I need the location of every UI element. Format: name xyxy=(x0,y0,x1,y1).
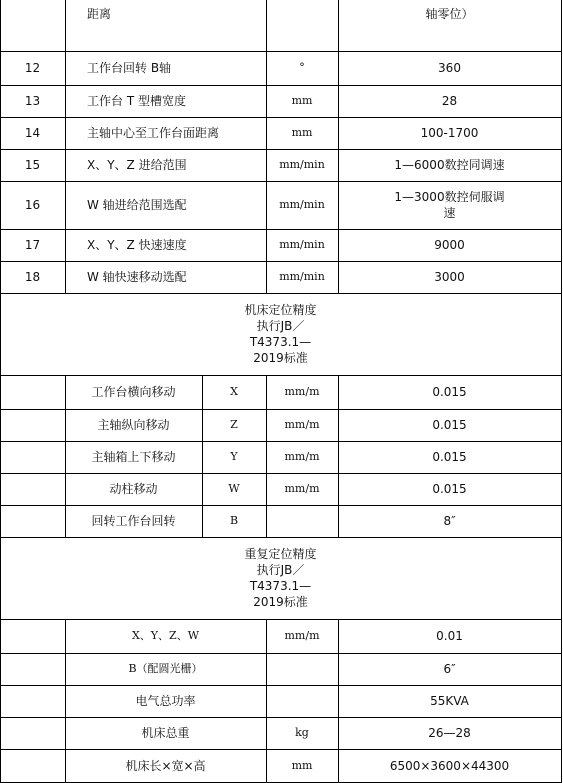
table-rule-v xyxy=(338,51,339,86)
table-rule-v xyxy=(65,0,66,52)
axis-cell: Y xyxy=(230,450,238,463)
repeat-name-cell: 机床长×宽×高 xyxy=(125,758,206,773)
row-number-cell: 17 xyxy=(24,238,41,252)
table-rule-v xyxy=(266,505,267,538)
table-rule-v xyxy=(561,537,562,620)
table-rule-v xyxy=(338,653,339,686)
table-rule-v xyxy=(202,409,203,442)
table-rule-v xyxy=(65,619,66,654)
table-rule-v xyxy=(202,505,203,538)
repeat-name-cell: X、Y、Z、W xyxy=(131,629,200,642)
table-rule-v xyxy=(65,473,66,506)
table-rule-v xyxy=(0,685,1,718)
value-cell: 360 xyxy=(438,61,461,75)
value-cell: 3000 xyxy=(434,270,465,284)
param-name-cell: 主轴中心至工作台面距离 xyxy=(87,126,220,140)
unit-cell: mm/min xyxy=(279,198,325,211)
row-number-cell: 18 xyxy=(24,270,41,284)
table-rule-v xyxy=(338,149,339,182)
table-rule-v xyxy=(338,375,339,410)
header-param-cell: 距离 xyxy=(87,7,112,21)
value-cell: 0.015 xyxy=(432,385,467,399)
table-rule-v xyxy=(338,749,339,783)
value-cell: 6500×3600×44300 xyxy=(389,758,510,773)
unit-cell: mm/m xyxy=(284,418,320,431)
table-rule-v xyxy=(266,653,267,686)
row-number-cell: 15 xyxy=(24,158,41,172)
table-rule-v xyxy=(0,409,1,442)
value-cell: 55KVA xyxy=(430,694,469,708)
table-rule-v xyxy=(266,181,267,230)
table-rule-v xyxy=(266,229,267,262)
table-rule-v xyxy=(266,749,267,783)
unit-cell xyxy=(268,505,336,537)
value-cell: 0.015 xyxy=(432,418,467,432)
value-cell: 0.01 xyxy=(436,629,463,643)
table-rule-v xyxy=(338,619,339,654)
table-rule-v xyxy=(561,85,562,118)
unit-cell: mm xyxy=(291,94,313,107)
table-rule-v xyxy=(338,0,339,52)
table-rule-v xyxy=(338,717,339,750)
table-rule-v xyxy=(202,375,203,410)
table-rule-v xyxy=(65,229,66,262)
table-rule-v xyxy=(561,149,562,182)
table-rule-v xyxy=(0,537,1,620)
param-name-cell: 工作台回转 B轴 xyxy=(87,61,172,75)
value-cell: 26—28 xyxy=(428,726,471,740)
table-rule-v xyxy=(0,749,1,783)
unit-cell xyxy=(268,653,336,685)
table-rule-v xyxy=(266,149,267,182)
table-rule-v xyxy=(65,653,66,686)
unit-cell: mm/min xyxy=(279,158,325,171)
table-rule-v xyxy=(0,441,1,474)
table-rule-v xyxy=(338,505,339,538)
unit-cell: mm/m xyxy=(284,629,320,642)
table-rule-v xyxy=(561,653,562,686)
value-cell: 28 xyxy=(441,94,458,108)
table-rule-v xyxy=(65,749,66,783)
row-number-cell: 14 xyxy=(24,126,41,140)
table-rule-v xyxy=(561,293,562,376)
table-rule-v xyxy=(65,149,66,182)
unit-cell: kg xyxy=(295,726,309,739)
row-number-cell: 12 xyxy=(24,61,41,75)
table-rule-v xyxy=(266,717,267,750)
param-name-cell: X、Y、Z 进给范围 xyxy=(87,158,187,172)
table-rule-v xyxy=(0,181,1,230)
value-cell: 9000 xyxy=(434,238,465,252)
table-rule-v xyxy=(0,505,1,538)
table-rule-v xyxy=(65,441,66,474)
table-rule-v xyxy=(338,441,339,474)
table-rule-v xyxy=(266,409,267,442)
table-rule-v xyxy=(0,229,1,262)
row-number-cell: 16 xyxy=(24,198,41,212)
table-rule-v xyxy=(202,473,203,506)
unit-cell: mm xyxy=(291,126,313,139)
unit-cell: mm/m xyxy=(284,450,320,463)
table-rule-v xyxy=(338,409,339,442)
row-number-cell: 13 xyxy=(24,94,41,108)
repeat-name-cell: 机床总重 xyxy=(141,726,190,740)
table-rule-v xyxy=(266,0,267,52)
table-rule-v xyxy=(561,749,562,783)
unit-cell: mm/m xyxy=(284,385,320,398)
value-cell: 100-1700 xyxy=(420,126,479,140)
table-rule-v xyxy=(65,181,66,230)
table-rule-v xyxy=(0,653,1,686)
table-rule-v xyxy=(65,261,66,294)
table-rule-v xyxy=(65,409,66,442)
unit-cell xyxy=(268,685,336,717)
table-rule-v xyxy=(561,505,562,538)
table-rule-v xyxy=(0,85,1,118)
table-rule-v xyxy=(561,619,562,654)
table-rule-v xyxy=(65,85,66,118)
table-rule-v xyxy=(266,473,267,506)
table-rule-v xyxy=(561,261,562,294)
table-rule-v xyxy=(266,375,267,410)
unit-cell: mm/min xyxy=(279,270,325,283)
table-rule-v xyxy=(0,473,1,506)
repeat-name-cell: B（配圆光栅） xyxy=(128,662,203,675)
param-name-cell: W 轴快速移动选配 xyxy=(87,270,187,284)
table-rule-v xyxy=(0,375,1,410)
table-rule-v xyxy=(561,441,562,474)
unit-cell: ° xyxy=(299,61,305,74)
unit-cell: mm/m xyxy=(284,482,320,495)
table-rule-v xyxy=(202,441,203,474)
accuracy-name-cell: 工作台横向移动 xyxy=(91,385,176,399)
table-rule-v xyxy=(561,409,562,442)
table-rule-v xyxy=(338,229,339,262)
table-rule-v xyxy=(266,51,267,86)
table-rule-v xyxy=(0,261,1,294)
table-rule-v xyxy=(0,293,1,376)
table-rule-v xyxy=(561,181,562,230)
table-rule-v xyxy=(0,0,1,52)
header-value-cell: 轴零位） xyxy=(425,7,474,21)
param-name-cell: W 轴进给范围选配 xyxy=(87,198,187,212)
table-rule-v xyxy=(65,51,66,86)
axis-cell: B xyxy=(229,514,239,527)
param-name-cell: 工作台 T 型槽宽度 xyxy=(87,94,186,108)
table-rule-v xyxy=(561,0,562,52)
table-rule-v xyxy=(65,505,66,538)
table-rule-v xyxy=(0,619,1,654)
value-cell: 6″ xyxy=(443,662,456,676)
table-rule-v xyxy=(65,117,66,150)
table-rule-v xyxy=(338,117,339,150)
table-rule-v xyxy=(266,441,267,474)
table-rule-v xyxy=(561,375,562,410)
unit-cell: mm/min xyxy=(279,238,325,251)
table-rule-v xyxy=(0,51,1,86)
table-rule-v xyxy=(65,375,66,410)
value-cell: 0.015 xyxy=(432,482,467,496)
axis-cell: X xyxy=(230,385,238,398)
accuracy-name-cell: 主轴箱上下移动 xyxy=(91,450,176,464)
table-rule-v xyxy=(0,717,1,750)
table-rule-v xyxy=(561,117,562,150)
table-rule-v xyxy=(338,261,339,294)
table-rule-v xyxy=(338,473,339,506)
repeat-name-cell: 电气总功率 xyxy=(135,694,196,708)
param-name-cell: X、Y、Z 快速速度 xyxy=(87,238,187,252)
section-title-repeat: 重复定位精度 执行JB／ T4373.1— 2019标准 xyxy=(244,547,317,609)
table-rule-v xyxy=(0,117,1,150)
table-rule-v xyxy=(65,685,66,718)
value-cell: 0.015 xyxy=(432,450,467,464)
table-rule-v xyxy=(338,85,339,118)
unit-cell: mm xyxy=(291,758,313,772)
table-rule-v xyxy=(561,51,562,86)
table-rule-v xyxy=(0,149,1,182)
axis-cell: W xyxy=(228,482,240,495)
accuracy-name-cell: 动柱移动 xyxy=(109,482,158,496)
section-title-positioning: 机床定位精度 执行JB／ T4373.1— 2019标准 xyxy=(244,303,317,365)
table-rule-v xyxy=(561,473,562,506)
table-rule-v xyxy=(561,685,562,718)
value-cell: 1—3000数控伺服调 速 xyxy=(394,190,505,220)
table-rule-v xyxy=(561,717,562,750)
table-rule-v xyxy=(338,685,339,718)
table-rule-v xyxy=(266,685,267,718)
accuracy-name-cell: 主轴纵向移动 xyxy=(97,418,170,432)
accuracy-name-cell: 回转工作台回转 xyxy=(91,514,176,528)
table-rule-v xyxy=(266,85,267,118)
table-rule-v xyxy=(561,229,562,262)
table-rule-v xyxy=(266,261,267,294)
value-cell: 1—6000数控同调速 xyxy=(394,158,505,172)
table-rule-v xyxy=(338,181,339,230)
value-cell: 8″ xyxy=(443,514,456,528)
table-rule-v xyxy=(266,117,267,150)
table-rule-v xyxy=(266,619,267,654)
axis-cell: Z xyxy=(230,418,238,431)
table-rule-v xyxy=(65,717,66,750)
